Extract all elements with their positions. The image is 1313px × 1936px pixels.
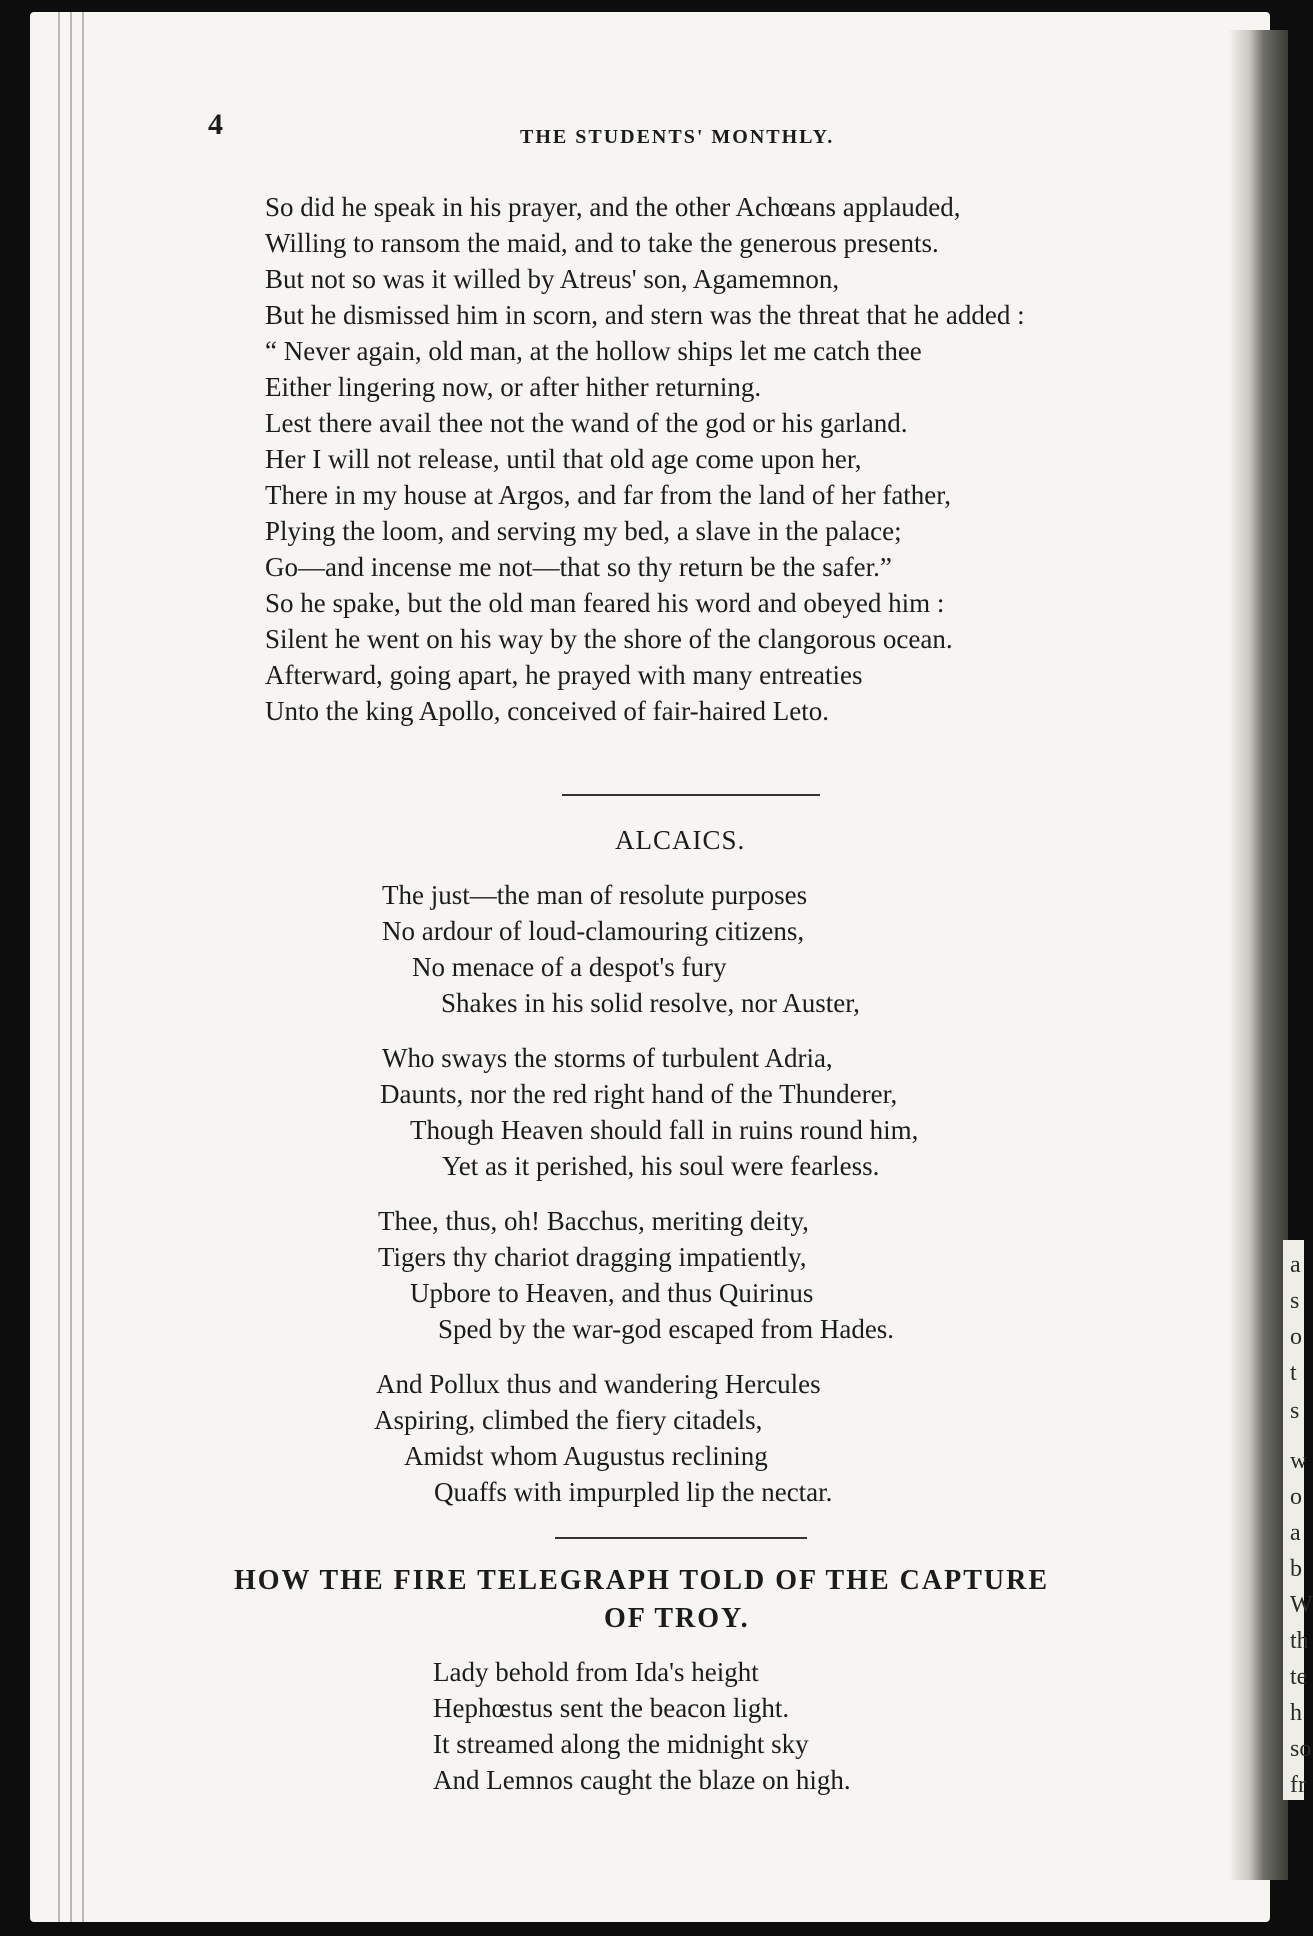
poem-line: Daunts, nor the red right hand of the Thunderer, <box>380 1079 898 1109</box>
facing-page-fragment: a <box>1290 1252 1301 1278</box>
poem-line: Who sways the storms of turbulent Adria, <box>382 1043 833 1073</box>
iliad-line: Unto the king Apollo, conceived of fair-haired Leto. <box>265 696 830 726</box>
iliad-line: Her I will not release, until that old age come upon her, <box>265 444 862 474</box>
section-title-fire-telegraph-cont: OF TROY. <box>604 1603 750 1634</box>
section-divider <box>555 1537 807 1539</box>
facing-page-fragment: th <box>1290 1628 1309 1654</box>
facing-page-fragment: b <box>1290 1556 1302 1582</box>
facing-page-fragment: o <box>1290 1484 1302 1510</box>
iliad-line: There in my house at Argos, and far from the land of her father, <box>265 480 951 510</box>
facing-page-fragment: W <box>1290 1592 1313 1618</box>
iliad-line: So he spake, but the old man feared his word and obeyed him : <box>265 588 945 618</box>
page-number: 4 <box>208 108 223 141</box>
page-edge-line <box>82 12 84 1922</box>
page-edge-line <box>70 12 72 1922</box>
poem-line: And Lemnos caught the blaze on high. <box>433 1765 851 1795</box>
iliad-line: “ Never again, old man, at the hollow ships let me catch thee <box>265 336 922 366</box>
iliad-line: But not so was it willed by Atreus' son, Agamemnon, <box>265 264 840 294</box>
poem-line: It streamed along the midnight sky <box>433 1729 809 1759</box>
iliad-line: Plying the loom, and serving my bed, a slave in the palace; <box>265 516 902 546</box>
facing-page-fragment: a <box>1290 1520 1301 1546</box>
poem-line: Amidst whom Augustus reclining <box>404 1441 768 1471</box>
facing-page-fragment: w <box>1290 1448 1308 1474</box>
poem-line: No menace of a despot's fury <box>412 952 727 982</box>
poem-line: Hephœstus sent the beacon light. <box>433 1693 790 1723</box>
poem-line: Lady behold from Ida's height <box>433 1657 759 1687</box>
iliad-line: So did he speak in his prayer, and the other Achœans applauded, <box>265 192 961 222</box>
facing-page-fragment: t <box>1290 1360 1297 1386</box>
facing-page-fragment: h <box>1290 1700 1302 1726</box>
facing-page-fragment: te <box>1290 1664 1308 1690</box>
facing-page-fragment: fr <box>1290 1772 1306 1798</box>
poem-line: The just—the man of resolute purposes <box>382 880 808 910</box>
poem-line: And Pollux thus and wandering Hercules <box>376 1369 821 1399</box>
page-edge-line <box>58 12 60 1922</box>
poem-line: Yet as it perished, his soul were fearless. <box>442 1151 880 1181</box>
section-title-fire-telegraph: HOW THE FIRE TELEGRAPH TOLD OF THE CAPTURE <box>234 1565 1050 1596</box>
poem-line: Though Heaven should fall in ruins round him, <box>410 1115 919 1145</box>
iliad-line: Lest there avail thee not the wand of the god or his garland. <box>265 408 908 438</box>
poem-line: Quaffs with impurpled lip the nectar. <box>434 1477 833 1507</box>
iliad-line: Go—and incense me not—that so thy return be the safer.” <box>265 552 892 582</box>
running-head: THE STUDENTS' MONTHLY. <box>520 126 835 148</box>
facing-page-fragment: o <box>1290 1324 1302 1350</box>
iliad-line: Either lingering now, or after hither returning. <box>265 372 762 402</box>
facing-page-fragment: s <box>1290 1288 1300 1314</box>
poem-line: Aspiring, climbed the fiery citadels, <box>374 1405 763 1435</box>
section-title-alcaics: ALCAICS. <box>615 825 746 855</box>
poem-line: Sped by the war-god escaped from Hades. <box>438 1314 895 1344</box>
poem-line: Upbore to Heaven, and thus Quirinus <box>410 1278 814 1308</box>
poem-line: Tigers thy chariot dragging impatiently, <box>378 1242 807 1272</box>
iliad-line: But he dismissed him in scorn, and stern was the threat that he added : <box>265 300 1025 330</box>
poem-line: No ardour of loud-clamouring citizens, <box>382 916 805 946</box>
iliad-line: Silent he went on his way by the shore of the clangorous ocean. <box>265 624 953 654</box>
binding-shadow <box>1228 30 1288 1880</box>
section-divider <box>562 794 820 796</box>
iliad-line: Willing to ransom the maid, and to take the generous presents. <box>265 228 939 258</box>
poem-line: Thee, thus, oh! Bacchus, meriting deity, <box>378 1206 809 1236</box>
iliad-line: Afterward, going apart, he prayed with many entreaties <box>265 660 863 690</box>
facing-page-fragment: s <box>1290 1398 1300 1424</box>
poem-line: Shakes in his solid resolve, nor Auster, <box>441 988 860 1018</box>
facing-page-fragment: so <box>1290 1736 1312 1762</box>
